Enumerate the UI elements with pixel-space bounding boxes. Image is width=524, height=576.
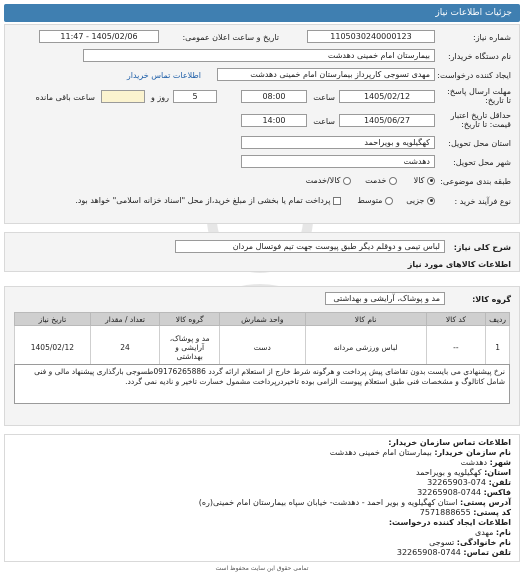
col-qty: تعداد / مقدار bbox=[90, 313, 160, 326]
footer-copyright: تمامی حقوق این سایت محفوظ است bbox=[215, 565, 309, 572]
process-option-medium[interactable] bbox=[357, 196, 393, 205]
cell-qty: 24 bbox=[90, 326, 160, 370]
goods-group-field: مد و پوشاک، آرایشی و بهداشتی bbox=[325, 292, 445, 305]
cell-group: مد و پوشاک، آرایشی و بهداشتی bbox=[160, 326, 220, 370]
buyer-description: نرخ پیشنهادی می بایست بدون تقاضای پیش پرداخت و هرگونه شرط خارج از استعلام ارائه گردد 09176265886طسوجی بارگذاری پیشنهاد مالی و فنی شامل کاتالوگ و مشخصات فنی طبق استعلام پیوست الزامی بوده تاخیردرپرداخت مشمول خسارت تاخیر و نادیه نمی گردد. bbox=[14, 364, 510, 404]
cell-date: 1405/02/12 bbox=[15, 326, 91, 370]
contact-postal bbox=[420, 508, 511, 517]
deadline-hour-label: ساعت bbox=[313, 93, 335, 102]
category-option-service[interactable] bbox=[365, 176, 397, 185]
creator-label: ایجاد کننده درخواست: bbox=[437, 71, 511, 80]
province-field: کهگیلویه و بویراحمد bbox=[241, 136, 435, 149]
contact-fax-value: 0744-32265908 bbox=[417, 488, 482, 497]
creator-family-label: نام خانوادگی: bbox=[456, 538, 511, 547]
creator-phone-label: تلفن تماس: bbox=[463, 548, 511, 557]
table-row[interactable] bbox=[15, 326, 510, 370]
option-label: جزیی bbox=[406, 196, 425, 205]
creator-title: اطلاعات ایجاد کننده درخواست: bbox=[388, 518, 511, 527]
cell-code: -- bbox=[426, 326, 486, 370]
need-number-field: 1105030240000123 bbox=[307, 30, 435, 43]
deadline-date-field: 1405/02/12 bbox=[339, 90, 435, 103]
payment-note: پرداخت تمام یا بخشی از مبلغ خرید،از محل "اسناد خزانه اسلامی" خواهد بود. bbox=[75, 196, 331, 205]
contact-org-value: بیمارستان امام خمینی دهدشت bbox=[329, 448, 432, 457]
category-option-goods-service[interactable] bbox=[306, 176, 351, 185]
col-row: ردیف bbox=[486, 313, 510, 326]
contact-city-label: شهر: bbox=[489, 458, 511, 467]
contact-province-label: استان: bbox=[484, 468, 511, 477]
days-label: روز و bbox=[151, 93, 169, 102]
checkbox-icon bbox=[333, 197, 341, 205]
contact-fax bbox=[417, 488, 511, 497]
contact-phone-value: 074-32265903 bbox=[427, 478, 487, 487]
goods-group-label: گروه کالا: bbox=[472, 295, 511, 304]
col-unit: واحد شمارش bbox=[220, 313, 305, 326]
contact-city-value: دهدشت bbox=[460, 458, 488, 467]
treasury-payment-checkbox[interactable] bbox=[75, 196, 341, 205]
summary-field: لباس تیمی و دوقلم دیگر طبق پیوست جهت تیم فوتسال مردان bbox=[175, 240, 445, 253]
col-date: تاریخ نیاز bbox=[15, 313, 91, 326]
buyer-label: نام دستگاه خریدار: bbox=[448, 52, 511, 61]
remaining-hours-field bbox=[101, 90, 145, 103]
contact-fax-label: فاکس: bbox=[483, 488, 511, 497]
creator-family-value: تسوجی bbox=[429, 538, 455, 547]
city-label: شهر محل تحویل: bbox=[453, 158, 511, 167]
remaining-label: ساعت باقی مانده bbox=[35, 93, 95, 102]
creator-name bbox=[475, 528, 511, 537]
validity-label: حداقل تاریخ اعتبار قیمت: تا تاریخ: bbox=[450, 111, 511, 129]
contact-org bbox=[330, 448, 511, 457]
contact-address bbox=[199, 498, 511, 507]
contact-title: اطلاعات تماس سازمان خریدار: bbox=[388, 438, 511, 447]
days-field: 5 bbox=[173, 90, 217, 103]
creator-phone bbox=[397, 548, 511, 557]
creator-name-label: نام: bbox=[495, 528, 511, 537]
province-label: استان محل تحویل: bbox=[448, 139, 511, 148]
contact-postal-label: کد پستی: bbox=[473, 508, 511, 517]
process-option-minor[interactable] bbox=[406, 196, 435, 205]
contact-city bbox=[461, 458, 511, 467]
buyer-contact-link[interactable]: اطلاعات تماس خریدار bbox=[126, 71, 201, 80]
announce-field: 1405/02/06 - 11:47 bbox=[39, 30, 159, 43]
buyer-field: بیمارستان امام خمینی دهدشت bbox=[83, 49, 435, 62]
validity-hour-field: 14:00 bbox=[241, 114, 307, 127]
contact-postal-value: 7571888655 bbox=[419, 508, 471, 517]
option-label: کالا bbox=[413, 176, 425, 185]
creator-field: مهدی تسوجی کارپرداز بیمارستان امام خمینی دهدشت bbox=[217, 68, 435, 81]
deadline-hour-field: 08:00 bbox=[241, 90, 307, 103]
summary-panel bbox=[4, 232, 520, 272]
option-label: خدمت bbox=[365, 176, 387, 185]
need-number-label: شماره نیاز: bbox=[473, 33, 511, 42]
contact-panel bbox=[4, 434, 520, 562]
creator-name-value: مهدی bbox=[474, 528, 494, 537]
page-header: جزئیات اطلاعات نیاز bbox=[4, 4, 520, 22]
validity-hour-label: ساعت bbox=[313, 117, 335, 126]
goods-table bbox=[14, 312, 510, 370]
category-label: طبقه بندی موضوعی: bbox=[440, 177, 511, 186]
city-field: دهدشت bbox=[241, 155, 435, 168]
contact-address-label: آدرس پستی: bbox=[460, 498, 511, 507]
option-label: کالا/خدمت bbox=[305, 176, 341, 185]
cell-unit: دست bbox=[220, 326, 305, 370]
contact-address-value: استان کهگیلویه و بویر احمد - دهدشت- خیابان سپاه بیمارستان امام خمینی(ره) bbox=[198, 498, 458, 507]
col-name: نام کالا bbox=[305, 313, 426, 326]
process-label: نوع فرآیند خرید : bbox=[454, 197, 511, 206]
radio-icon bbox=[389, 177, 397, 185]
creator-phone-value: 0744-32265908 bbox=[396, 548, 461, 557]
need-details-panel bbox=[4, 24, 520, 224]
deadline-label: مهلت ارسال پاسخ: تا تاریخ: bbox=[447, 87, 511, 105]
cell-name: لباس ورزشی مردانه bbox=[305, 326, 426, 370]
col-code: کد کالا bbox=[426, 313, 486, 326]
contact-org-label: نام سازمان خریدار: bbox=[434, 448, 511, 457]
table-header-row bbox=[15, 313, 510, 326]
contact-province bbox=[416, 468, 511, 477]
cell-row: 1 bbox=[486, 326, 510, 370]
option-label: متوسط bbox=[357, 196, 383, 205]
summary-label: شرح کلی نیاز: bbox=[453, 243, 511, 252]
contact-phone bbox=[427, 478, 511, 487]
radio-icon bbox=[427, 197, 435, 205]
radio-icon bbox=[385, 197, 393, 205]
goods-title: اطلاعات کالاهای مورد نیاز bbox=[407, 260, 511, 269]
creator-family bbox=[429, 538, 511, 547]
category-option-goods[interactable] bbox=[414, 176, 435, 185]
contact-phone-label: تلفن: bbox=[488, 478, 511, 487]
validity-date-field: 1405/06/27 bbox=[339, 114, 435, 127]
contact-province-value: کهگیلویه و بویراحمد bbox=[415, 468, 482, 477]
announce-label: تاریخ و ساعت اعلان عمومی: bbox=[182, 33, 279, 42]
radio-icon bbox=[427, 177, 435, 185]
col-group: گروه کالا bbox=[160, 313, 220, 326]
radio-icon bbox=[343, 177, 351, 185]
